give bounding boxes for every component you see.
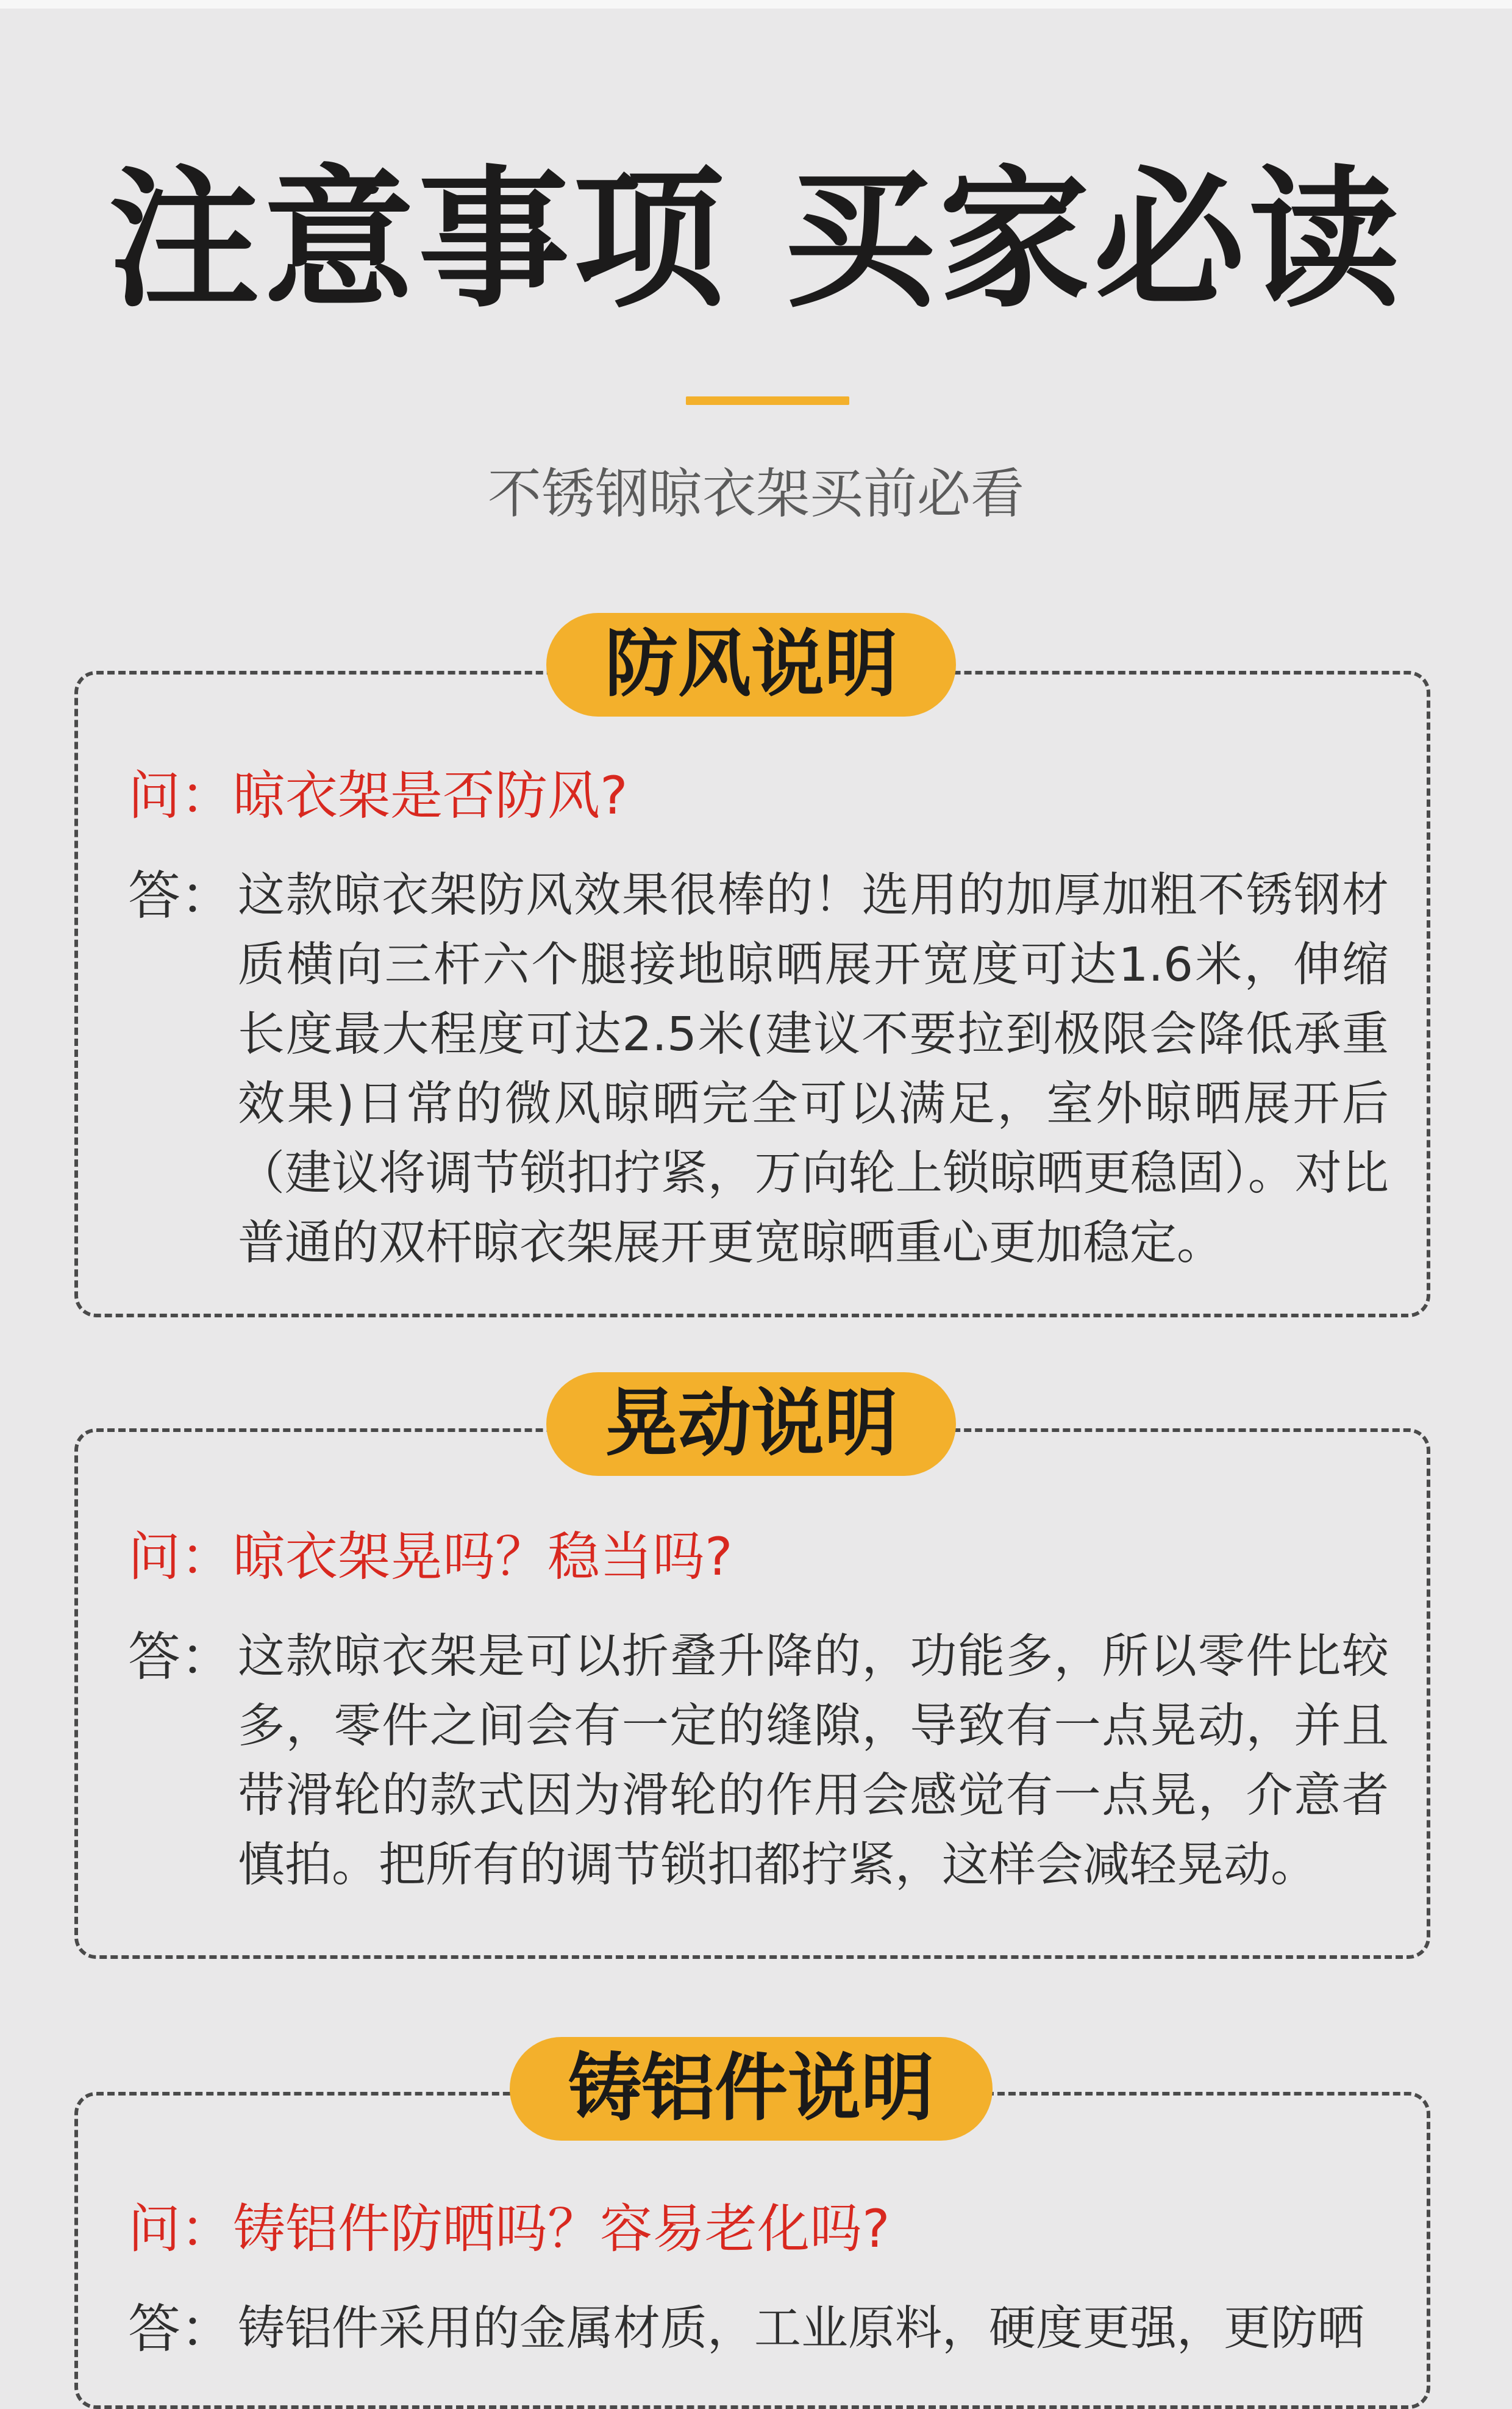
windproof-answer: 这款晾衣架防风效果很棒的！选用的加厚加粗不锈钢材质横向三杆六个腿接地晾晒展开宽度可达1.6米，伸缩长度最大程度可达2.5米(建议不要拉到极限会降低承重效果)日常的微风晾晒完全可以满足，室外晾晒展开后（建议将调节锁扣拧紧，万向轮上锁晾晒更稳固）。对比普通的双杆晾衣架展开更宽晾晒重心更加稳定。 bbox=[238, 868, 1389, 1270]
windproof-question: 问：晾衣架是否防风? bbox=[128, 765, 628, 826]
windproof-badge: 防风说明 bbox=[546, 613, 956, 717]
page-title: 注意事项 买家必读 bbox=[108, 152, 1404, 328]
wobble-answer: 这款晾衣架是可以折叠升降的，功能多，所以零件比较多，零件之间会有一定的缝隙，导致有一点晃动，并且带滑轮的款式因为滑轮的作用会感觉有一点晃，介意者慎拍。把所有的调节锁扣都拧紧，这样会减轻晃动。 bbox=[238, 1630, 1389, 1892]
cast-aluminum-answer-prefix: 答： bbox=[128, 2299, 233, 2360]
wobble-question: 问：晾衣架晃吗？稳当吗? bbox=[128, 1527, 733, 1588]
cast-aluminum-question: 问：铸铝件防晒吗？容易老化吗? bbox=[128, 2199, 890, 2260]
windproof-answer-prefix: 答： bbox=[128, 865, 233, 926]
cast-aluminum-badge: 铸铝件说明 bbox=[510, 2037, 993, 2141]
wobble-answer-prefix: 答： bbox=[128, 1627, 233, 1688]
top-strip bbox=[0, 0, 1512, 9]
wobble-badge: 晃动说明 bbox=[546, 1372, 956, 1476]
title-underline bbox=[686, 396, 849, 405]
page-subtitle: 不锈钢晾衣架买前必看 bbox=[487, 462, 1024, 525]
cast-aluminum-answer: 铸铝件采用的金属材质，工业原料，硬度更强，更防晒 bbox=[238, 2302, 1364, 2356]
